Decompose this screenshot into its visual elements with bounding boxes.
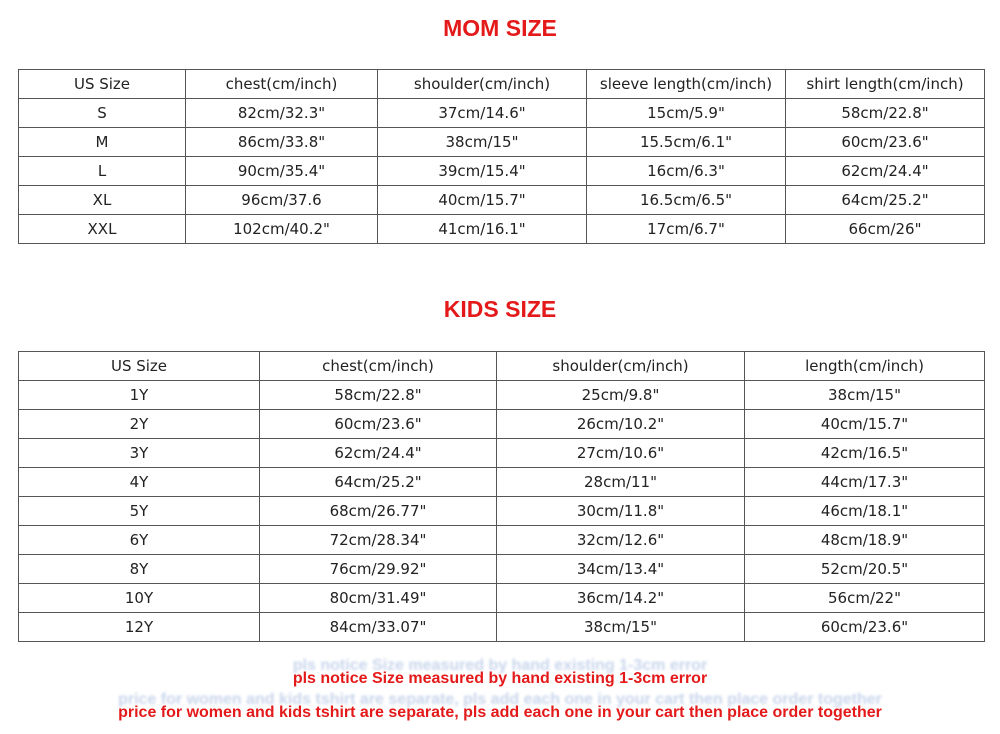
table-cell: 30cm/11.8" bbox=[497, 497, 745, 526]
table-cell: S bbox=[19, 99, 186, 128]
table-cell: 4Y bbox=[19, 468, 260, 497]
table-cell: 41cm/16.1" bbox=[378, 215, 587, 244]
measurement-notice-echo: pls notice Size measured by hand existing 1-3cm error bbox=[292, 657, 708, 674]
table-cell: 102cm/40.2" bbox=[186, 215, 378, 244]
table-cell: 1Y bbox=[19, 381, 260, 410]
table-cell: 39cm/15.4" bbox=[378, 157, 587, 186]
table-cell: 66cm/26" bbox=[786, 215, 985, 244]
table-cell: 32cm/12.6" bbox=[497, 526, 745, 555]
table-cell: 86cm/33.8" bbox=[186, 128, 378, 157]
table-row bbox=[19, 497, 985, 526]
table-cell: 3Y bbox=[19, 439, 260, 468]
table-cell: 38cm/15" bbox=[378, 128, 587, 157]
table-cell: 58cm/22.8" bbox=[786, 99, 985, 128]
header-cell: US Size bbox=[19, 352, 260, 381]
table-row bbox=[19, 215, 985, 244]
table-cell: 26cm/10.2" bbox=[497, 410, 745, 439]
table-cell: 52cm/20.5" bbox=[745, 555, 985, 584]
table-cell: 58cm/22.8" bbox=[260, 381, 497, 410]
table-cell: 40cm/15.7" bbox=[745, 410, 985, 439]
table-cell: 62cm/24.4" bbox=[260, 439, 497, 468]
table-cell: 60cm/23.6" bbox=[786, 128, 985, 157]
table-cell: 34cm/13.4" bbox=[497, 555, 745, 584]
table-row bbox=[19, 584, 985, 613]
table-cell: 76cm/29.92" bbox=[260, 555, 497, 584]
table-header-row bbox=[19, 352, 985, 381]
table-cell: L bbox=[19, 157, 186, 186]
header-cell: US Size bbox=[19, 70, 186, 99]
table-cell: 2Y bbox=[19, 410, 260, 439]
table-cell: 48cm/18.9" bbox=[745, 526, 985, 555]
table-row bbox=[19, 526, 985, 555]
table-cell: 38cm/15" bbox=[745, 381, 985, 410]
table-row bbox=[19, 381, 985, 410]
table-cell: 68cm/26.77" bbox=[260, 497, 497, 526]
table-row bbox=[19, 128, 985, 157]
table-row bbox=[19, 468, 985, 497]
table-row bbox=[19, 613, 985, 642]
table-cell: 16.5cm/6.5" bbox=[587, 186, 786, 215]
table-cell: 16cm/6.3" bbox=[587, 157, 786, 186]
mom-size-title: MOM SIZE bbox=[443, 15, 557, 41]
header-cell: sleeve length(cm/inch) bbox=[587, 70, 786, 99]
table-cell: 60cm/23.6" bbox=[260, 410, 497, 439]
table-cell: 10Y bbox=[19, 584, 260, 613]
ordering-notice: price for women and kids tshirt are separate, pls add each one in your cart then place order together bbox=[118, 704, 882, 721]
table-cell: 64cm/25.2" bbox=[260, 468, 497, 497]
table-cell: 15.5cm/6.1" bbox=[587, 128, 786, 157]
mom-size-table bbox=[18, 69, 985, 244]
header-cell: shoulder(cm/inch) bbox=[497, 352, 745, 381]
table-cell: 8Y bbox=[19, 555, 260, 584]
table-cell: 80cm/31.49" bbox=[260, 584, 497, 613]
table-cell: 62cm/24.4" bbox=[786, 157, 985, 186]
table-cell: 27cm/10.6" bbox=[497, 439, 745, 468]
table-cell: 82cm/32.3" bbox=[186, 99, 378, 128]
table-cell: M bbox=[19, 128, 186, 157]
table-row bbox=[19, 157, 985, 186]
table-cell: 42cm/16.5" bbox=[745, 439, 985, 468]
table-row bbox=[19, 555, 985, 584]
header-cell: chest(cm/inch) bbox=[186, 70, 378, 99]
table-cell: 60cm/23.6" bbox=[745, 613, 985, 642]
header-cell: shoulder(cm/inch) bbox=[378, 70, 587, 99]
table-cell: 28cm/11" bbox=[497, 468, 745, 497]
kids-size-table bbox=[18, 351, 985, 642]
table-row bbox=[19, 186, 985, 215]
table-cell: 37cm/14.6" bbox=[378, 99, 587, 128]
table-cell: 15cm/5.9" bbox=[587, 99, 786, 128]
table-row bbox=[19, 99, 985, 128]
kids-size-title: KIDS SIZE bbox=[443, 296, 557, 322]
table-cell: 17cm/6.7" bbox=[587, 215, 786, 244]
table-cell: 40cm/15.7" bbox=[378, 186, 587, 215]
table-cell: 6Y bbox=[19, 526, 260, 555]
table-cell: 38cm/15" bbox=[497, 613, 745, 642]
table-cell: XL bbox=[19, 186, 186, 215]
table-cell: 46cm/18.1" bbox=[745, 497, 985, 526]
table-cell: XXL bbox=[19, 215, 186, 244]
table-cell: 44cm/17.3" bbox=[745, 468, 985, 497]
table-cell: 12Y bbox=[19, 613, 260, 642]
header-cell: length(cm/inch) bbox=[745, 352, 985, 381]
table-cell: 56cm/22" bbox=[745, 584, 985, 613]
measurement-notice: pls notice Size measured by hand existing 1-3cm error bbox=[292, 670, 708, 687]
table-header-row bbox=[19, 70, 985, 99]
table-row bbox=[19, 410, 985, 439]
table-cell: 96cm/37.6 bbox=[186, 186, 378, 215]
table-cell: 36cm/14.2" bbox=[497, 584, 745, 613]
ordering-notice-echo: price for women and kids tshirt are separate, pls add each one in your cart then place order together bbox=[118, 691, 882, 708]
table-cell: 64cm/25.2" bbox=[786, 186, 985, 215]
table-cell: 25cm/9.8" bbox=[497, 381, 745, 410]
table-cell: 90cm/35.4" bbox=[186, 157, 378, 186]
table-cell: 72cm/28.34" bbox=[260, 526, 497, 555]
header-cell: shirt length(cm/inch) bbox=[786, 70, 985, 99]
header-cell: chest(cm/inch) bbox=[260, 352, 497, 381]
table-cell: 5Y bbox=[19, 497, 260, 526]
table-cell: 84cm/33.07" bbox=[260, 613, 497, 642]
table-row bbox=[19, 439, 985, 468]
